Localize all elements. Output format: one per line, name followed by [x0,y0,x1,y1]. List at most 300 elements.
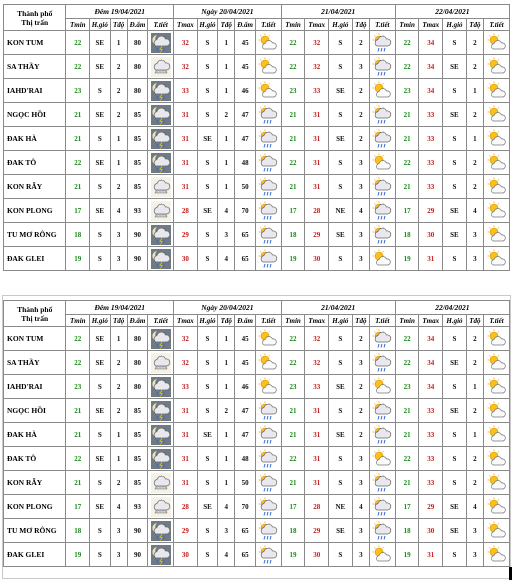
wind-direction: S [443,447,467,471]
wind-level: 2 [110,471,127,495]
min-temp: 21 [395,127,419,151]
max-temp: 31 [174,423,198,447]
city-name: ĐAK HÀ [4,127,66,151]
weather-cell [369,519,395,543]
table-row [4,127,510,151]
weather-cell [484,543,510,567]
humidity: 45 [235,327,255,351]
weather-cell [369,495,395,519]
min-temp: 21 [281,471,305,495]
max-temp: 34 [419,327,443,351]
wind-direction: S [197,471,217,495]
weather-cell [369,31,395,55]
weather-cell [255,447,281,471]
weather-cell [369,471,395,495]
sun-cloud-icon [258,377,278,397]
cloud-moon-rain-icon [151,249,171,269]
humidity: 93 [127,199,147,223]
col-header-tdo: Tđộ [110,19,127,31]
weather-cell [484,31,510,55]
city-name: NGỌC HỒI [4,399,66,423]
wind-direction: S [90,175,110,199]
col-header-tmin: Tmin [281,19,305,31]
wind-level: 2 [466,327,483,351]
min-temp: 21 [281,127,305,151]
col-header-tiet: T.tiết [484,19,510,31]
weather-cell [484,199,510,223]
min-temp: 22 [66,351,90,375]
wind-level: 2 [352,103,369,127]
sun-cloud-rain-icon [372,57,392,77]
sun-cloud-rain-icon [372,329,392,349]
weather-cell [255,151,281,175]
sun-cloud-rain-icon [372,177,392,197]
humidity: 85 [127,151,147,175]
sun-cloud-icon [487,521,507,541]
weather-cell [369,127,395,151]
cloud-moon-rain-icon [151,129,171,149]
min-temp: 18 [66,223,90,247]
wind-level: 2 [110,103,127,127]
weather-cell [484,151,510,175]
min-temp: 21 [66,127,90,151]
weather-cell [484,327,510,351]
humidity: 93 [127,495,147,519]
wind-level: 2 [466,447,483,471]
table-row [4,495,510,519]
sun-cloud-rain-icon [258,105,278,125]
col-header-hgio: H.gió [443,315,467,327]
col-header-hgio: H.gió [329,315,353,327]
wind-direction: SE [90,495,110,519]
sun-cloud-icon [372,377,392,397]
table-row [4,247,510,271]
weather-cell [148,151,174,175]
max-temp: 30 [305,247,329,271]
wind-direction: SE [197,423,217,447]
sun-cloud-icon [487,329,507,349]
max-temp: 33 [174,375,198,399]
weather-cell [148,375,174,399]
wind-direction: SE [90,31,110,55]
wind-direction: S [197,519,217,543]
wind-level: 2 [218,399,235,423]
weather-cell [148,351,174,375]
table-row [4,31,510,55]
min-temp: 22 [395,31,419,55]
wind-level: 2 [352,127,369,151]
max-temp: 31 [305,399,329,423]
wind-direction: SE [90,327,110,351]
city-header-line1: Thành phố [17,8,53,18]
weather-cell [148,199,174,223]
max-temp: 31 [305,151,329,175]
sun-cloud-rain-icon [372,353,392,373]
weather-cell [484,103,510,127]
min-temp: 23 [66,79,90,103]
weather-cell [484,247,510,271]
wind-direction: S [90,247,110,271]
humidity: 80 [127,327,147,351]
humidity: 90 [127,223,147,247]
weather-cell [484,127,510,151]
wind-direction: SE [443,519,467,543]
min-temp: 17 [66,495,90,519]
col-header-tmax: Tmax [174,315,198,327]
wind-direction: SE [90,399,110,423]
min-temp: 22 [395,327,419,351]
wind-direction: SE [329,423,353,447]
col-header-tmin: Tmin [395,315,419,327]
humidity: 85 [127,175,147,199]
sun-cloud-rain-icon [372,473,392,493]
humidity: 65 [235,543,255,567]
min-temp: 22 [281,447,305,471]
wind-level: 3 [352,543,369,567]
min-temp: 21 [395,423,419,447]
cloud-moon-rain-icon [151,425,171,445]
table-row [4,79,510,103]
min-temp: 23 [395,79,419,103]
wind-direction: S [443,423,467,447]
wind-direction: S [329,351,353,375]
sun-cloud-icon [487,129,507,149]
city-name: KON PLONG [4,495,66,519]
moon-cloud-icon [151,57,171,77]
wind-direction: SE [90,55,110,79]
wind-level: 2 [466,399,483,423]
sun-cloud-icon [487,377,507,397]
sun-cloud-rain-icon [372,201,392,221]
max-temp: 30 [174,543,198,567]
col-header-hgio: H.gió [329,19,353,31]
weather-cell [255,399,281,423]
sun-cloud-icon [258,57,278,77]
weather-cell [369,399,395,423]
sun-cloud-icon [487,473,507,493]
min-temp: 21 [395,399,419,423]
col-header-tmax: Tmax [419,19,443,31]
wind-direction: S [197,351,217,375]
weather-cell [369,175,395,199]
humidity: 46 [235,375,255,399]
wind-level: 4 [110,199,127,223]
humidity: 45 [235,31,255,55]
humidity: 85 [127,103,147,127]
wind-direction: S [329,103,353,127]
wind-level: 3 [352,223,369,247]
wind-direction: SE [329,79,353,103]
cloud-moon-rain-icon [151,521,171,541]
min-temp: 22 [395,55,419,79]
wind-level: 1 [110,151,127,175]
wind-direction: NE [329,495,353,519]
wind-direction: SE [329,375,353,399]
moon-cloud-icon [151,177,171,197]
wind-direction: S [329,31,353,55]
city-name: KON TUM [4,31,66,55]
weather-cell [484,223,510,247]
wind-level: 2 [110,375,127,399]
wind-level: 3 [466,543,483,567]
sun-cloud-rain-icon [258,521,278,541]
wind-level: 3 [110,519,127,543]
wind-direction: S [197,151,217,175]
col-header-hgio: H.gió [197,19,217,31]
weather-cell [148,447,174,471]
weather-cell [255,471,281,495]
min-temp: 23 [281,79,305,103]
col-header-tdo: Tđộ [352,315,369,327]
wind-level: 1 [218,327,235,351]
table-row [4,55,510,79]
weather-cell [148,223,174,247]
weather-cell [255,103,281,127]
wind-direction: S [90,543,110,567]
wind-direction: S [443,127,467,151]
wind-direction: SE [329,127,353,151]
sun-cloud-rain-icon [258,153,278,173]
humidity: 48 [235,151,255,175]
sun-cloud-icon [372,81,392,101]
city-name: KON PLONG [4,199,66,223]
sun-cloud-icon [258,81,278,101]
weather-cell [148,519,174,543]
min-temp: 21 [281,175,305,199]
wind-level: 1 [218,447,235,471]
wind-level: 1 [218,423,235,447]
wind-level: 2 [110,351,127,375]
wind-level: 2 [466,55,483,79]
wind-level: 4 [218,247,235,271]
day-header-2: Ngày 20/04/2021 [174,5,282,19]
min-temp: 21 [395,175,419,199]
weather-cell [255,495,281,519]
col-header-tdo: Tđộ [218,315,235,327]
humidity: 65 [235,519,255,543]
wind-direction: S [197,103,217,127]
city-name: ĐAK TÔ [4,151,66,175]
col-header-tmax: Tmax [174,19,198,31]
day-header-4: 22/04/2021 [395,301,509,315]
wind-direction: S [329,55,353,79]
max-temp: 33 [419,447,443,471]
max-temp: 30 [419,223,443,247]
sun-cloud-rain-icon [372,497,392,517]
min-temp: 22 [66,55,90,79]
col-header-tmax: Tmax [305,315,329,327]
min-temp: 22 [66,151,90,175]
min-temp: 19 [281,543,305,567]
sun-cloud-rain-icon [372,33,392,53]
city-name: ĐAK GLEI [4,247,66,271]
wind-direction: S [197,447,217,471]
wind-direction: S [90,223,110,247]
weather-cell [369,79,395,103]
wind-level: 2 [466,103,483,127]
weather-cell [255,351,281,375]
city-name: KON TUM [4,327,66,351]
wind-level: 4 [352,495,369,519]
max-temp: 34 [419,31,443,55]
weather-cell [369,103,395,127]
day-header-4: 22/04/2021 [395,5,509,19]
table-row [4,399,510,423]
wind-direction: S [197,399,217,423]
col-header-tiet: T.tiết [484,315,510,327]
min-temp: 21 [66,399,90,423]
min-temp: 19 [281,247,305,271]
table-row [4,519,510,543]
col-header-hgio: H.gió [90,19,110,31]
wind-level: 4 [218,199,235,223]
wind-direction: S [329,247,353,271]
weather-cell [148,327,174,351]
weather-cell [148,423,174,447]
wind-level: 3 [110,223,127,247]
max-temp: 31 [174,447,198,471]
wind-level: 4 [218,495,235,519]
sun-cloud-icon [487,57,507,77]
wind-level: 1 [218,79,235,103]
wind-direction: S [329,399,353,423]
cloud-moon-rain-icon [151,329,171,349]
weather-cell [148,127,174,151]
wind-direction: S [197,223,217,247]
max-temp: 28 [174,199,198,223]
table-row [4,423,510,447]
max-temp: 33 [419,471,443,495]
wind-direction: S [443,327,467,351]
humidity: 65 [235,223,255,247]
forecast-table [3,300,510,567]
wind-direction: SE [443,351,467,375]
max-temp: 34 [419,79,443,103]
wind-level: 1 [218,175,235,199]
min-temp: 22 [281,55,305,79]
cloud-moon-rain-icon [151,81,171,101]
city-name: SA THẦY [4,351,66,375]
wind-level: 3 [466,247,483,271]
sun-cloud-icon [258,353,278,373]
wind-level: 4 [466,495,483,519]
wind-direction: S [197,31,217,55]
min-temp: 22 [281,327,305,351]
weather-cell [369,447,395,471]
humidity: 70 [235,199,255,223]
wind-level: 3 [352,151,369,175]
max-temp: 34 [419,351,443,375]
col-header-tdo: Tđộ [218,19,235,31]
wind-direction: S [197,55,217,79]
sun-cloud-rain-icon [258,249,278,269]
sun-cloud-rain-icon [258,401,278,421]
weather-cell [484,351,510,375]
max-temp: 31 [419,247,443,271]
sun-cloud-rain-icon [258,129,278,149]
text-cursor [509,567,512,580]
wind-level: 3 [352,447,369,471]
humidity: 85 [127,447,147,471]
weather-cell [148,495,174,519]
col-header-hgio: H.gió [443,19,467,31]
wind-direction: SE [90,447,110,471]
min-temp: 17 [66,199,90,223]
sun-cloud-rain-icon [258,473,278,493]
day-header-3: 21/04/2021 [281,5,395,19]
wind-direction: S [197,543,217,567]
wind-direction: S [329,151,353,175]
cloud-moon-rain-icon [151,545,171,565]
sun-cloud-icon [372,249,392,269]
wind-level: 1 [110,127,127,151]
wind-level: 2 [352,375,369,399]
min-temp: 21 [66,423,90,447]
wind-level: 2 [466,175,483,199]
humidity: 80 [127,375,147,399]
max-temp: 29 [305,519,329,543]
min-temp: 19 [395,543,419,567]
city-name: IAHD'RAI [4,79,66,103]
sun-cloud-icon [258,329,278,349]
wind-direction: S [197,175,217,199]
weather-cell [255,79,281,103]
table-row [4,327,510,351]
min-temp: 22 [395,151,419,175]
city-column-header [4,301,66,327]
max-temp: 29 [419,495,443,519]
max-temp: 28 [305,495,329,519]
wind-level: 1 [110,327,127,351]
cloud-moon-rain-icon [151,401,171,421]
wind-direction: NE [329,199,353,223]
sun-cloud-rain-icon [258,545,278,565]
max-temp: 31 [305,127,329,151]
table-row [4,351,510,375]
city-name: ĐAK HÀ [4,423,66,447]
wind-level: 4 [218,543,235,567]
wind-level: 3 [466,223,483,247]
col-header-tmax: Tmax [305,19,329,31]
city-name: ĐAK TÔ [4,447,66,471]
wind-direction: SE [329,223,353,247]
wind-level: 1 [466,79,483,103]
min-temp: 22 [281,351,305,375]
humidity: 48 [235,447,255,471]
humidity: 80 [127,31,147,55]
col-header-tmin: Tmin [395,19,419,31]
wind-direction: S [443,375,467,399]
sun-cloud-rain-icon [372,105,392,125]
weather-cell [484,399,510,423]
cloud-moon-rain-icon [151,225,171,245]
wind-level: 3 [352,55,369,79]
table-row [4,543,510,567]
weather-cell [369,199,395,223]
col-header-tdo: Tđộ [466,315,483,327]
sun-cloud-rain-icon [372,425,392,445]
min-temp: 22 [66,327,90,351]
sun-cloud-icon [487,497,507,517]
min-temp: 23 [66,375,90,399]
wind-level: 2 [352,327,369,351]
col-header-tiet: T.tiết [369,315,395,327]
weather-cell [484,423,510,447]
humidity: 45 [235,55,255,79]
wind-direction: S [90,375,110,399]
wind-level: 3 [110,247,127,271]
col-header-tiet: T.tiết [255,19,281,31]
